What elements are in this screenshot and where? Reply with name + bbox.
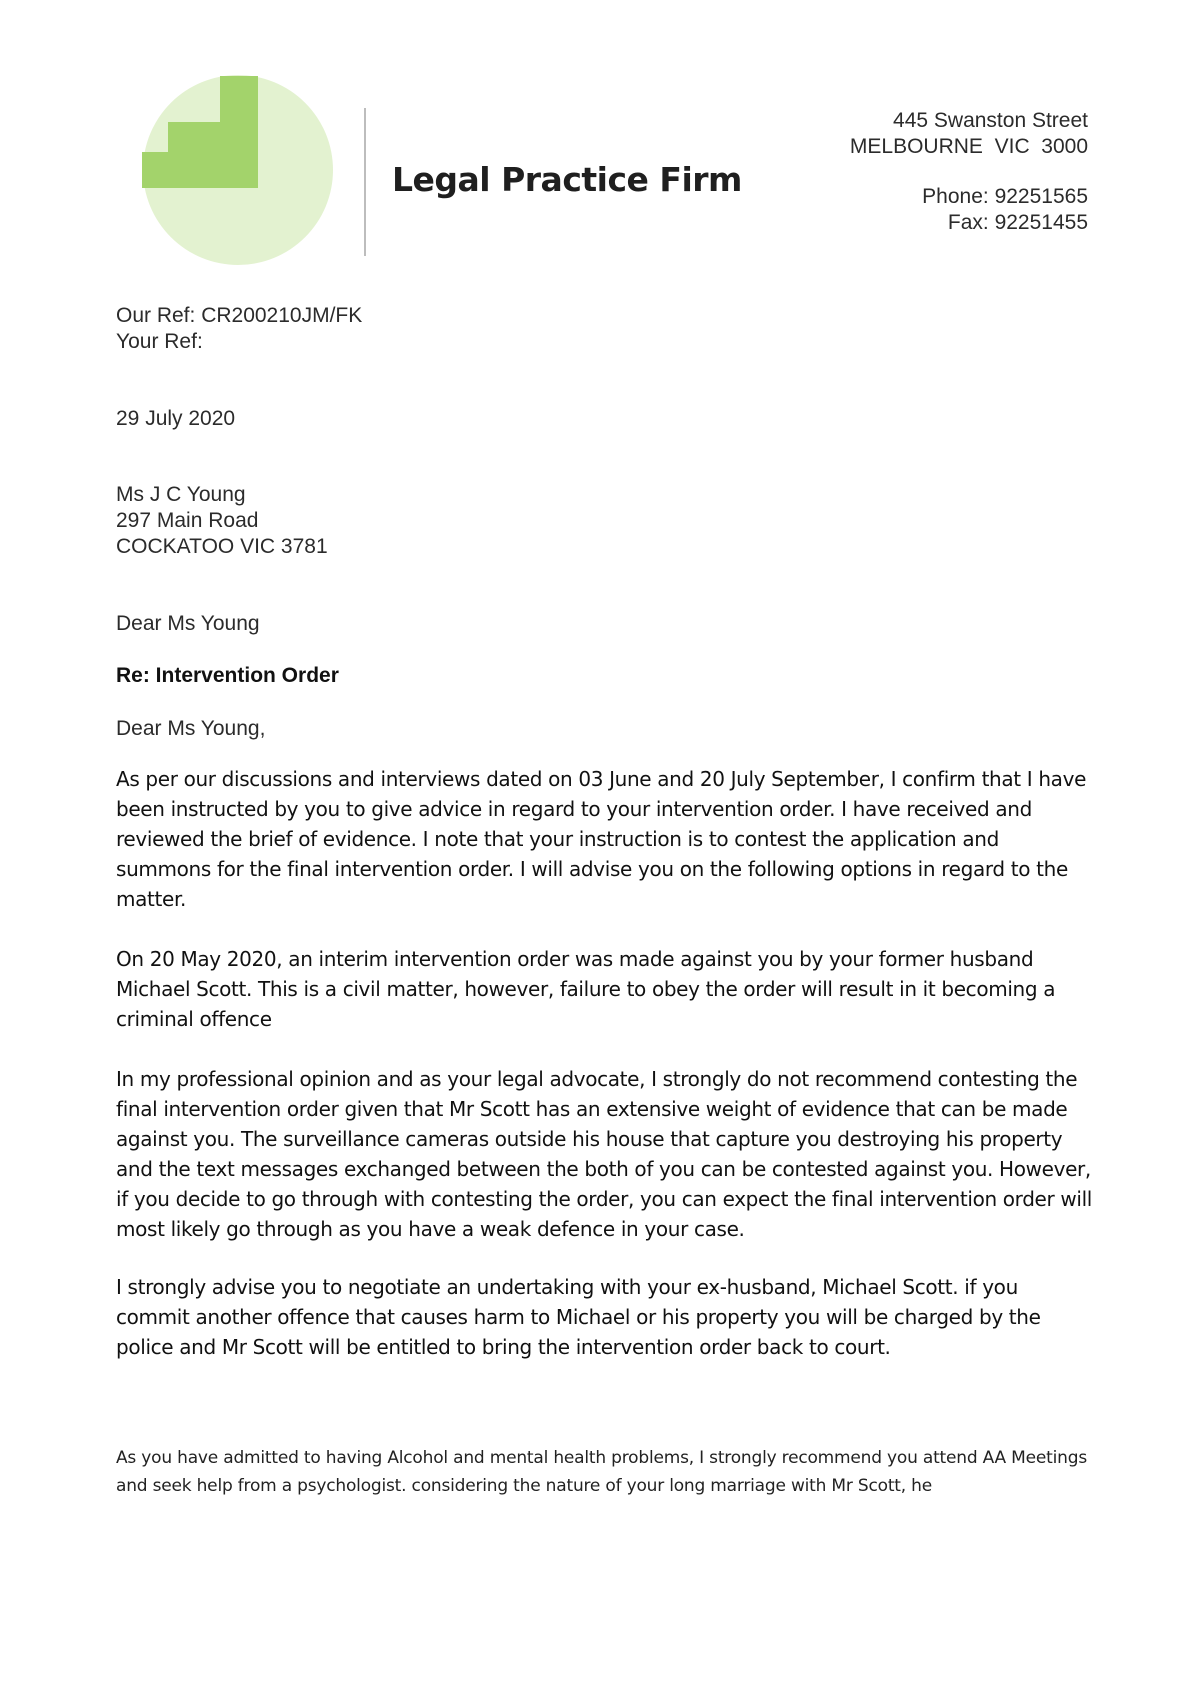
paragraph-text: In my professional opinion and as your legal advocate, I strongly do not recommend contesting the final intervention order given that Mr Scott has an extensive weight of evidence that can be made against you. The surveillance cameras outside his house that capture you destroying his property and the text messages exchanged between the both of you can be contested against you. However, if you decide to go through with contesting the order, you can expect the final intervention order will most likely go through as you have a weak defence in your case. <box>116 1067 1093 1241</box>
body-paragraph-1 <box>116 764 1096 914</box>
firm-city: MELBOURNE VIC 3000 <box>849 135 1088 158</box>
your-ref: Your Ref: <box>116 330 203 353</box>
recipient-address <box>116 482 328 560</box>
paragraph-text: On 20 May 2020, an interim intervention order was made against you by your former husband Michael Scott. This is a civil matter, however, failure to obey the order will result in it becoming a criminal offence <box>116 947 1056 1031</box>
salutation: Dear Ms Young <box>116 612 260 635</box>
paragraph-text: As you have admitted to having Alcohol and mental health problems, I strongly recommend you attend AA Meetings and seek help from a psychologist. considering the nature of your long marriage with Mr Scott, he <box>116 1448 1087 1496</box>
firm-address-block <box>850 108 1088 236</box>
salutation-second: Dear Ms Young, <box>116 717 266 740</box>
firm-logo <box>138 72 398 268</box>
letterhead-divider <box>364 108 366 256</box>
subject-line: Re: Intervention Order <box>116 664 339 687</box>
paragraph-text: I strongly advise you to negotiate an undertaking with your ex-husband, Michael Scott. if you commit another offence that causes harm to Michael or his property you will be charged by the police and Mr Scott will be entitled to bring the intervention order back to court. <box>116 1275 1041 1359</box>
firm-name: Legal Practice Firm <box>392 160 742 199</box>
paragraph-text: As per our discussions and interviews dated on 03 June and 20 July September, I confirm that I have been instructed by you to give advice in regard to your intervention order. I have received and reviewed the brief of evidence. I note that your instruction is to contest the application and summons for the final intervention order. I will advise you on the following options in regard to the matter. <box>116 767 1087 911</box>
body-paragraph-3 <box>116 1064 1096 1244</box>
recipient-name: Ms J C Young <box>116 483 246 506</box>
firm-logo-mark <box>138 72 398 268</box>
firm-phone: Phone: 92251565 <box>922 185 1088 208</box>
body-paragraph-2 <box>116 944 1096 1034</box>
body-paragraph-4 <box>116 1272 1096 1362</box>
letter-date: 29 July 2020 <box>116 407 236 430</box>
reference-block <box>116 303 362 355</box>
our-ref: Our Ref: CR200210JM/FK <box>116 304 363 327</box>
recipient-street: 297 Main Road <box>116 509 259 532</box>
firm-street: 445 Swanston Street <box>893 109 1088 132</box>
recipient-locality: COCKATOO VIC 3781 <box>116 535 328 558</box>
firm-fax: Fax: 92251455 <box>947 211 1088 234</box>
body-paragraph-final <box>116 1444 1106 1500</box>
